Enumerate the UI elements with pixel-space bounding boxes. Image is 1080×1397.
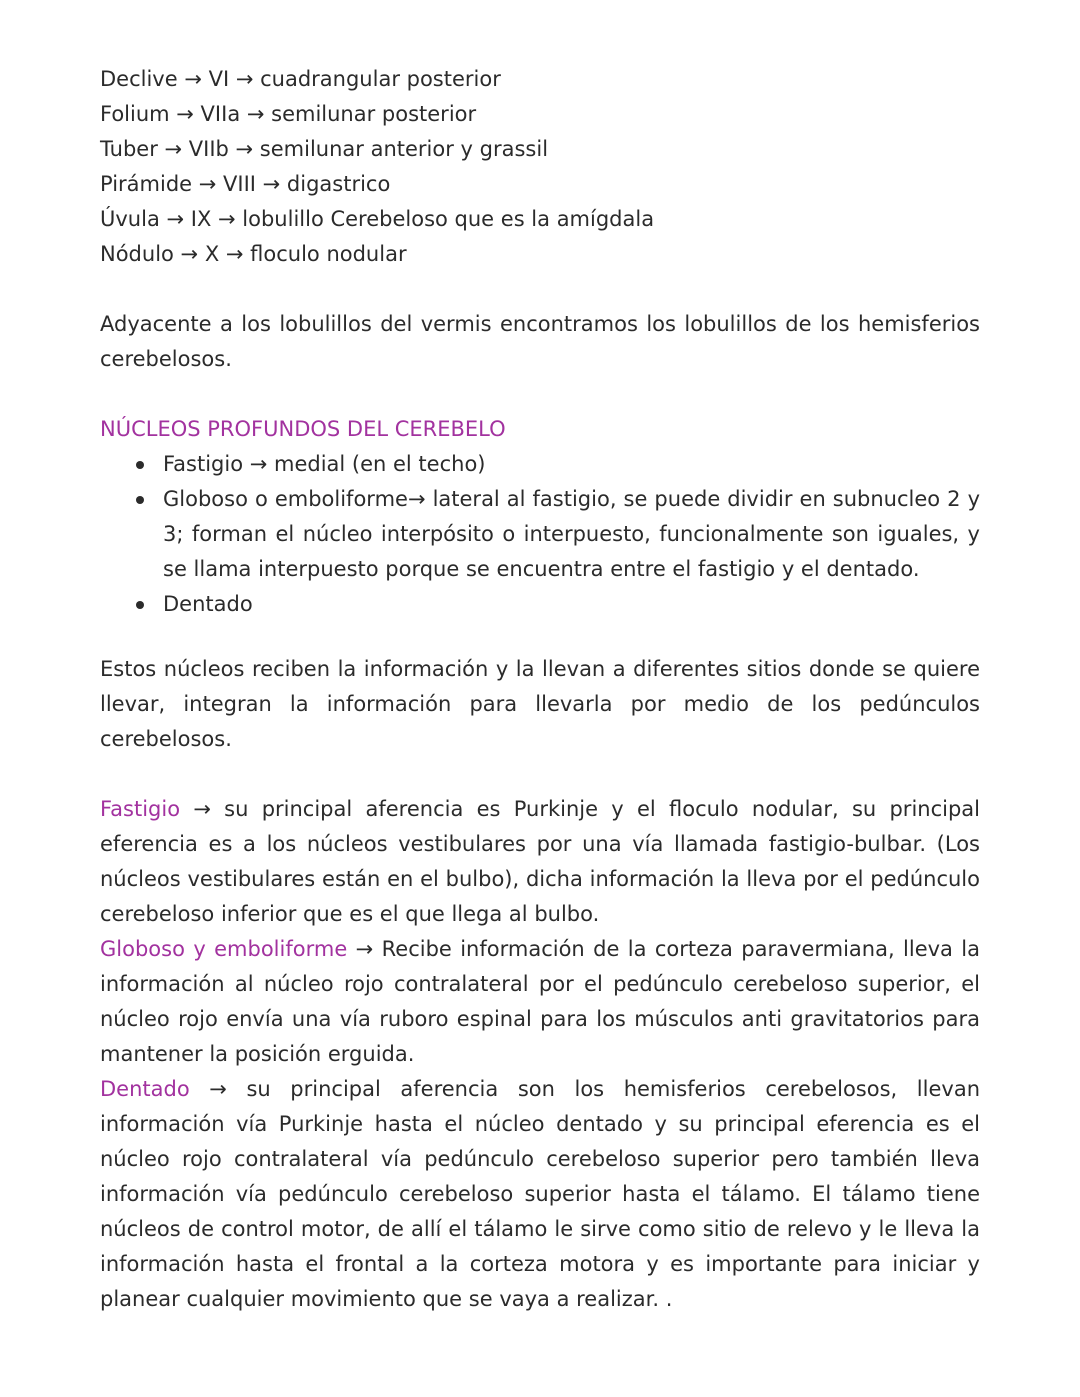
bullet-icon	[136, 496, 144, 504]
document-page	[100, 62, 980, 1317]
list-item-text: Globoso o emboliforme→ lateral al fastigio, se puede dividir en subnucleo 2 y 3; forman el núcleo interpósito o interpuesto, funcionalmente son iguales, y se llama interpuesto porque se encuentra entre el fastigio y el dentado.	[163, 487, 980, 581]
globoso-text: → Recibe información de la corteza paravermiana, lleva la información al núcleo rojo contralateral por el pedúnculo cerebeloso superior, el núcleo rojo envía una vía ruboro espinal para los músculos anti gravitatorios para mantener la posición erguida.	[100, 937, 981, 1066]
dentado-text: → su principal aferencia son los hemisferios cerebelosos, llevan información vía Purkinje hasta el núcleo dentado y su principal eferencia es el núcleo rojo contralateral vía pedúnculo cerebeloso superior pero también lleva información vía pedúnculo cerebeloso superior hasta el tálamo. El tálamo tiene núcleos de control motor, de allí el tálamo le sirve como sitio de relevo y le lleva la información hasta el frontal a la corteza motora y es importante para iniciar y planear cualquier movimiento que se vaya a realizar. .	[100, 1077, 980, 1311]
lobule-line-nodulo: Nódulo → X → floculo nodular	[100, 242, 407, 266]
spacer	[100, 272, 980, 307]
summary-paragraph: Estos núcleos reciben la información y la llevan a diferentes sitios donde se quiere llevar, integran la información para llevarla por medio de los pedúnculos cerebelosos.	[100, 657, 980, 751]
lobule-line-folium: Folium → VIIa → semilunar posterior	[100, 102, 477, 126]
lobule-line-tuber: Tuber → VIIb → semilunar anterior y grassil	[100, 137, 549, 161]
spacer	[100, 622, 980, 652]
globoso-paragraph	[100, 932, 980, 1072]
bullet-icon	[136, 601, 144, 609]
lobule-line-declive: Declive → VI → cuadrangular posterior	[100, 67, 501, 91]
globoso-term: Globoso y emboliforme	[100, 937, 348, 961]
list-item-text: Fastigio → medial (en el techo)	[163, 452, 486, 476]
section-heading: NÚCLEOS PROFUNDOS DEL CEREBELO	[100, 417, 506, 441]
dentado-paragraph	[100, 1072, 980, 1317]
list-item-dentado	[100, 587, 980, 622]
fastigio-paragraph	[100, 792, 980, 932]
lobule-list	[100, 62, 980, 272]
lobule-line-piramide: Pirámide → VIII → digastrico	[100, 172, 391, 196]
spacer	[100, 757, 980, 792]
list-item-text: Dentado	[163, 592, 253, 616]
dentado-term: Dentado	[100, 1077, 190, 1101]
list-item-globoso	[100, 482, 980, 587]
bullet-icon	[136, 461, 144, 469]
spacer	[100, 377, 980, 412]
nuclei-list	[100, 447, 980, 622]
fastigio-term: Fastigio	[100, 797, 181, 821]
list-item-fastigio	[100, 447, 980, 482]
fastigio-text: → su principal aferencia es Purkinje y el floculo nodular, su principal eferencia es a los núcleos vestibulares por una vía llamada fastigio-bulbar. (Los núcleos vestibulares están en el bulbo), dicha información la lleva por el pedúnculo cerebeloso inferior que es el que llega al bulbo.	[100, 797, 980, 926]
adjacent-paragraph: Adyacente a los lobulillos del vermis encontramos los lobulillos de los hemisferios cerebelosos.	[100, 312, 980, 371]
lobule-line-uvula: Úvula → IX → lobulillo Cerebeloso que es la amígdala	[100, 207, 655, 231]
